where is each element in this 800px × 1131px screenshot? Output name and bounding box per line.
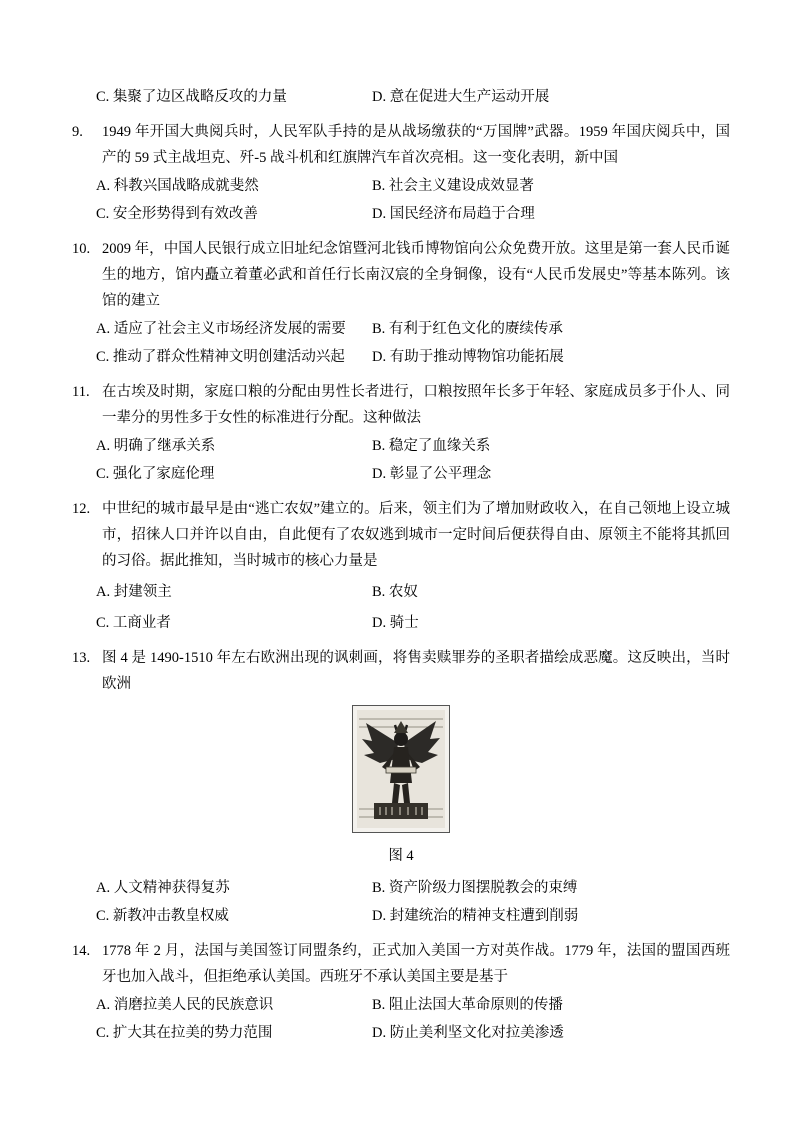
option-c: C. 安全形势得到有效改善 xyxy=(96,206,258,222)
options-row xyxy=(72,173,730,199)
options-row xyxy=(72,461,730,487)
option-d: D. 国民经济布局趋于合理 xyxy=(372,206,535,222)
options-row xyxy=(72,903,730,929)
option-d: D. 骑士 xyxy=(372,615,419,631)
question-stem: 在古埃及时期，家庭口粮的分配由男性长者进行，口粮按照年长多于年轻、家庭成员多于仆人、同一辈分的男性多于女性的标准进行分配。这种做法 xyxy=(102,384,730,426)
question-14 xyxy=(72,938,730,1046)
question-12 xyxy=(72,496,730,636)
option-a: A. 明确了继承关系 xyxy=(96,438,216,454)
option-b: B. 阻止法国大革命原则的传播 xyxy=(372,997,563,1013)
option-a: A. 消磨拉美人民的民族意识 xyxy=(96,997,274,1013)
option-b: B. 有利于红色文化的赓续传承 xyxy=(372,321,563,337)
options-row xyxy=(72,610,730,636)
carryover-options-row xyxy=(72,84,730,110)
question-stem: 1949 年开国大典阅兵时，人民军队手持的是从战场缴获的“万国牌”武器。1959 年国庆阅兵中，国产的 59 式主战坦克、歼-5 战斗机和红旗牌汽车首次亮相。这一变化表明，新中国 xyxy=(102,124,730,166)
option-a: A. 适应了社会主义市场经济发展的需要 xyxy=(96,321,346,337)
question-number: 12. xyxy=(72,501,91,517)
option-d: D. 有助于推动博物馆功能拓展 xyxy=(372,349,564,365)
question-number: 13. xyxy=(72,650,91,666)
question-number: 11. xyxy=(72,384,90,400)
option-b: B. 稳定了血缘关系 xyxy=(372,438,491,454)
options-row xyxy=(72,433,730,459)
figure-4-caption: 图 4 xyxy=(388,848,414,864)
options-row xyxy=(72,1020,730,1046)
options-row xyxy=(72,201,730,227)
woodcut-demon-image xyxy=(352,705,450,833)
question-10 xyxy=(72,236,730,370)
question-number: 10. xyxy=(72,241,91,257)
option-b: B. 农奴 xyxy=(372,584,418,600)
option-c: C. 新教冲击教皇权威 xyxy=(96,908,229,924)
option-c: C. 集聚了边区战略反攻的力量 xyxy=(96,89,287,105)
option-b: B. 资产阶级力图摆脱教会的束缚 xyxy=(372,880,578,896)
question-13 xyxy=(72,645,730,929)
options-row xyxy=(72,992,730,1018)
option-d: D. 封建统治的精神支柱遭到削弱 xyxy=(372,908,579,924)
figure-4 xyxy=(72,705,730,869)
question-stem: 图 4 是 1490-1510 年左右欧洲出现的讽刺画，将售卖赎罪券的圣职者描绘成恶魔。这反映出，当时欧洲 xyxy=(102,650,730,692)
question-9 xyxy=(72,119,730,227)
question-stem: 2009 年，中国人民银行成立旧址纪念馆暨河北钱币博物馆向公众免费开放。这里是第一套人民币诞生的地方，馆内矗立着董必武和首任行长南汉宸的全身铜像，设有“人民币发展史”等基本陈列。该馆的建立 xyxy=(102,241,730,309)
question-number: 14. xyxy=(72,943,91,959)
option-a: A. 科教兴国战略成就斐然 xyxy=(96,178,259,194)
question-number: 9. xyxy=(72,124,83,140)
options-row xyxy=(72,344,730,370)
option-c: C. 工商业者 xyxy=(96,615,171,631)
option-a: A. 人文精神获得复苏 xyxy=(96,880,230,896)
options-row xyxy=(72,316,730,342)
option-a: A. 封建领主 xyxy=(96,584,172,600)
options-row xyxy=(72,579,730,605)
question-stem: 1778 年 2 月，法国与美国签订同盟条约，正式加入美国一方对英作战。1779 年，法国的盟国西班牙也加入战斗，但拒绝承认美国。西班牙不承认美国主要是基于 xyxy=(102,943,730,985)
question-11 xyxy=(72,379,730,487)
question-stem: 中世纪的城市最早是由“逃亡农奴”建立的。后来，领主们为了增加财政收入，在自己领地上设立城市，招徕人口并许以自由，自此便有了农奴逃到城市一定时间后便获得自由、原领主不能将其抓回的习俗。据此推知，当时城市的核心力量是 xyxy=(102,501,730,569)
option-d: D. 意在促进大生产运动开展 xyxy=(372,89,550,105)
option-c: C. 推动了群众性精神文明创建活动兴起 xyxy=(96,349,345,365)
option-d: D. 彰显了公平理念 xyxy=(372,466,492,482)
option-c: C. 扩大其在拉美的势力范围 xyxy=(96,1025,273,1041)
option-c: C. 强化了家庭伦理 xyxy=(96,466,215,482)
option-d: D. 防止美利坚文化对拉美渗透 xyxy=(372,1025,564,1041)
options-row xyxy=(72,875,730,901)
option-b: B. 社会主义建设成效显著 xyxy=(372,178,534,194)
